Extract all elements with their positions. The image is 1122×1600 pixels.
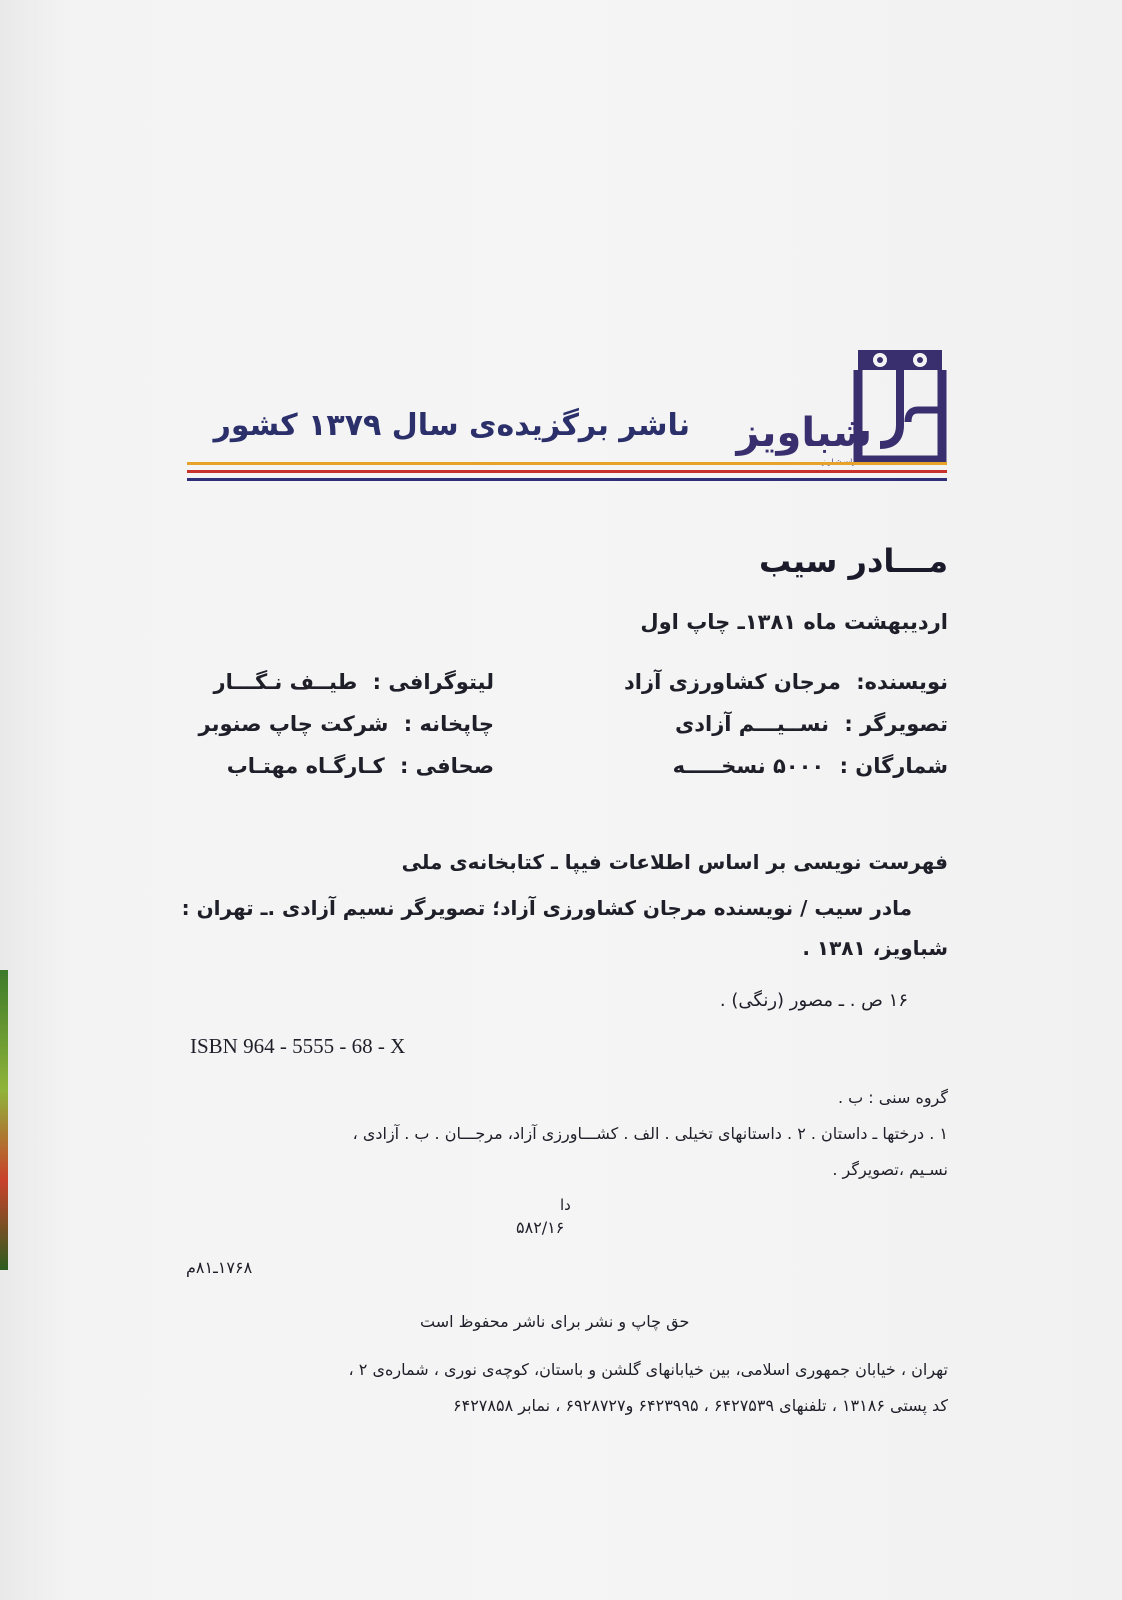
credit-author [624, 670, 948, 694]
publisher-logo-text: شباویز [736, 410, 872, 456]
subject-headings: ۱ . درختها ـ داستان . ۲ . داستانهای تخیلی . الف . کشـــاورزی آزاد، مرجـــان . ب . آزادی ، [352, 1124, 948, 1143]
rule-navy [187, 478, 947, 481]
credit-label: چاپخانه : [403, 712, 494, 736]
national-library-number: ۱۷۶۸ـ۸۱م [186, 1258, 253, 1277]
credit-label: لیتوگرافی : [372, 670, 494, 694]
book-title: مـــادر سیب [758, 542, 948, 580]
credit-value: ۵۰۰۰ نسخـــــه [672, 754, 825, 778]
catalog-entry-line: شباویز، ۱۳۸۱ . [802, 936, 948, 960]
credit-binding [227, 754, 494, 778]
credit-printing-house [199, 712, 494, 736]
copyright-notice: حق چاپ و نشر برای ناشر محفوظ است [420, 1312, 690, 1331]
credit-label: صحافی : [399, 754, 494, 778]
credit-value: نســیـــم آزادی [674, 712, 829, 736]
isbn: ISBN 964 - 5555 - 68 - X [190, 1034, 406, 1058]
catalog-heading: فهرست نویسی بر اساس اطلاعات فیپا ـ کتابخانه‌ی ملی [401, 850, 948, 874]
adjacent-page-edge [0, 970, 8, 1270]
age-group: گروه سنی : ب . [837, 1088, 948, 1107]
credit-label: تصویرگر : [844, 712, 948, 736]
credit-value: شرکت چاپ صنوبر [198, 712, 389, 736]
rule-red [187, 470, 947, 473]
publisher-logo [736, 340, 950, 480]
credit-value: کـارگـاه مهتـاب [226, 754, 385, 778]
credit-label: شمارگان : [839, 754, 948, 778]
edition-info: اردیبهشت ماه ۱۳۸۱ـ چاپ اول [640, 610, 948, 634]
credit-value: مرجان کشاورزی آزاد [624, 670, 841, 694]
credit-print-run [673, 754, 948, 778]
publisher-contact: کد پستی ۱۳۱۸۶ ، تلفنهای ۶۴۲۷۵۳۹ ، ۶۴۲۳۹۹۵ و۶۹۲۸۷۲۷ ، نمابر ۶۴۲۷۸۵۸ [453, 1396, 948, 1415]
credit-lithography [213, 670, 494, 694]
classification-prefix: دا [560, 1196, 571, 1214]
catalog-entry-line: مادر سیب / نویسنده مرجان کشاورزی آزاد؛ تصویرگر نسیم آزادی .ـ تهران : [181, 896, 912, 920]
publisher-address: تهران ، خیابان جمهوری اسلامی، بین خیابانهای گلشن و باستان، کوچه‌ی نوری ، شماره‌ی ۲ ، [348, 1360, 948, 1379]
credit-value: طیــف نـگـــار [213, 670, 358, 694]
rule-orange [187, 462, 947, 465]
credit-label: نویسنده: [856, 670, 948, 694]
classification-number: ۵۸۲/۱۶ [516, 1218, 565, 1237]
header-rules [187, 462, 947, 486]
publisher-tagline: ناشر برگزیده‌ی سال ۱۳۷۹ کشور [213, 408, 690, 443]
credit-illustrator [675, 712, 948, 736]
subject-headings: نسـیم ،تصویرگر . [832, 1160, 948, 1179]
catalog-pages: ۱۶ ص . ـ مصور (رنگی) . [719, 990, 908, 1011]
